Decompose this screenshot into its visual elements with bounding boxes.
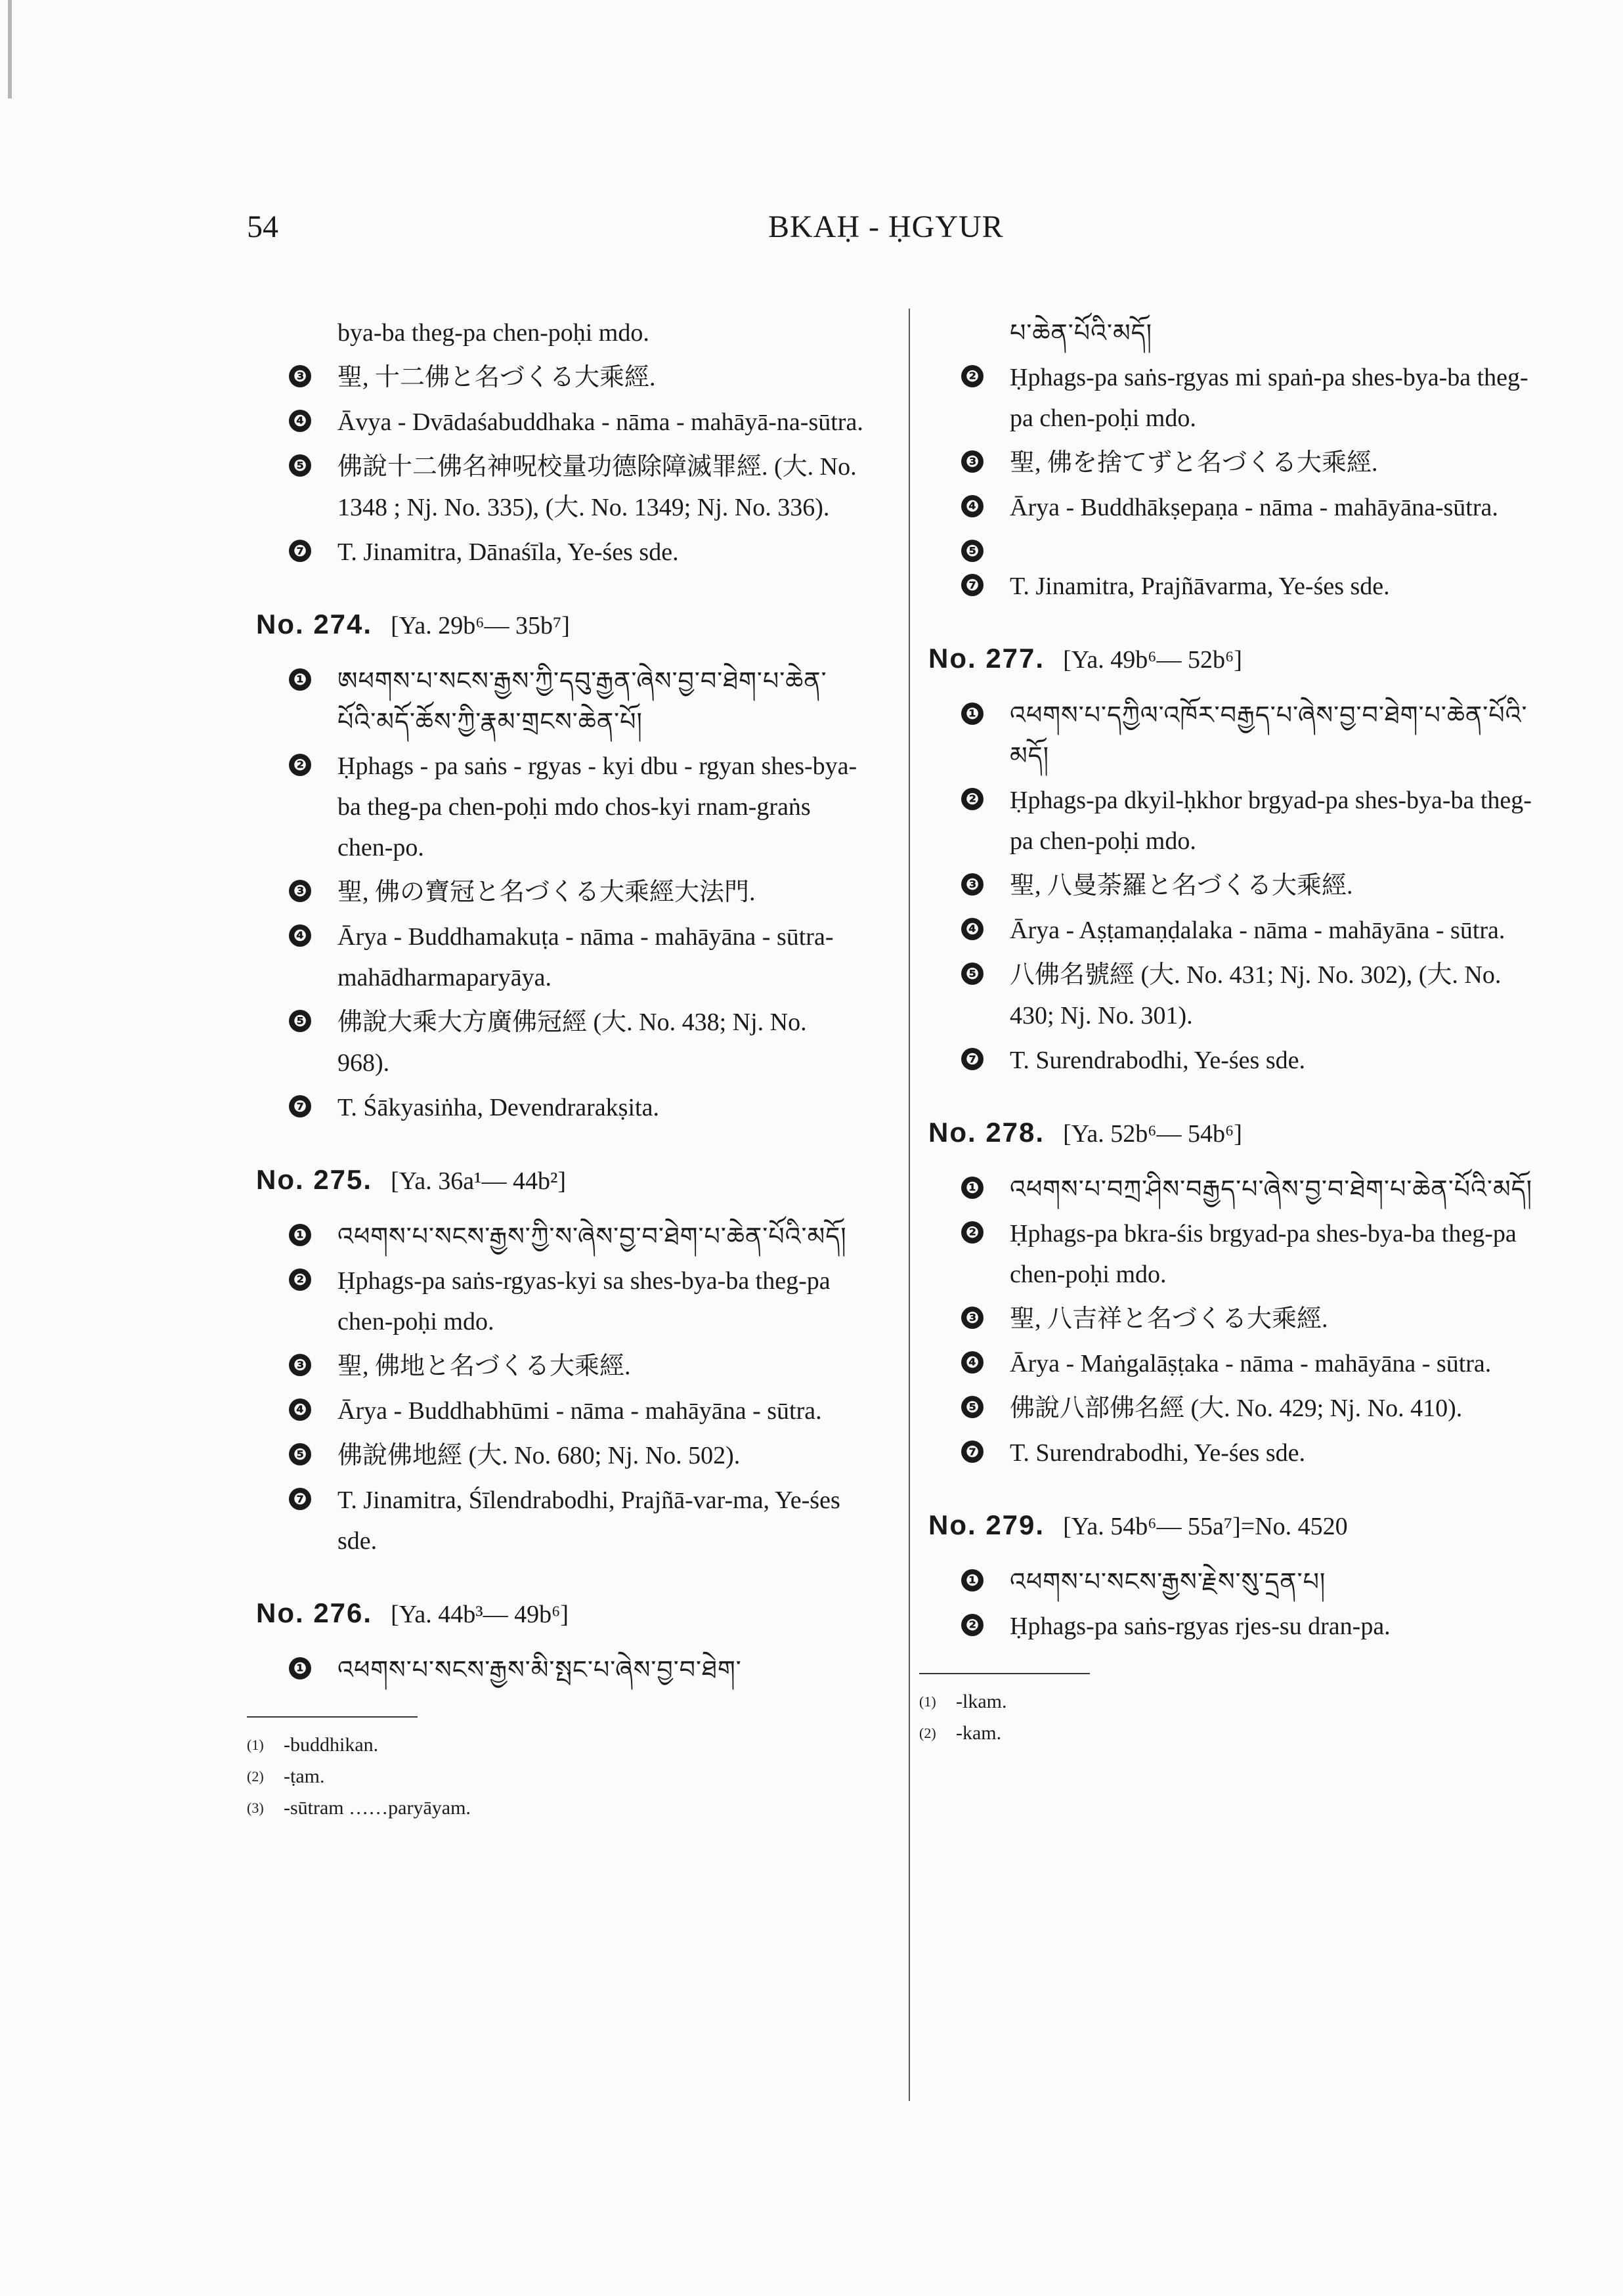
entry-text: 聖, 十二佛と名づくる大乘經. [337, 364, 656, 391]
entry-text: bya-ba theg-pa chen-poḥi mdo. [337, 319, 649, 347]
field-number-icon: ❸ [289, 1354, 311, 1376]
field-number-icon: ❺ [289, 1010, 311, 1032]
entry-line [247, 1087, 864, 1128]
entry-line [919, 313, 1536, 353]
entry-heading [928, 1505, 1536, 1547]
field-number-icon: ❹ [289, 924, 311, 947]
entry-text: Ḥphags-pa dkyil-ḥkhor brgyad-pa shes-bya-ba theg-pa chen-poḥi mdo. [1010, 787, 1532, 855]
field-number-icon: ❷ [961, 365, 984, 387]
field-number-icon: ❹ [961, 918, 984, 940]
entry-text: 聖, 八吉祥と名づくる大乘經. [1010, 1305, 1328, 1333]
entry-line [919, 955, 1536, 1036]
field-number-icon: ❺ [289, 454, 311, 477]
field-number-icon: ❺ [289, 1443, 311, 1465]
entry-line [247, 1216, 864, 1257]
field-number-icon: ❶ [961, 703, 984, 725]
footnote-rule [247, 1716, 418, 1718]
folio-reference: [Ya. 36a¹— 44b²] [391, 1167, 567, 1195]
footnote [919, 1718, 1536, 1749]
entry-text: T. Jinamitra, Dānaśīla, Ye-śes sde. [337, 538, 679, 566]
footnote-number: (2) [247, 1768, 264, 1785]
entry-number: No. 276. [256, 1597, 373, 1628]
footnote [247, 1792, 864, 1824]
entry-line [919, 1213, 1536, 1295]
field-number-icon: ❼ [961, 1440, 984, 1463]
footnote-text: -sūtram ……paryāyam. [284, 1797, 471, 1819]
entry-text: T. Surendrabodhi, Ye-śes sde. [1010, 1047, 1305, 1074]
page-number: 54 [247, 209, 278, 244]
entry-line [247, 872, 864, 913]
footnote-text: -kam. [956, 1722, 1002, 1744]
footnote [247, 1761, 864, 1792]
entry-heading [928, 1112, 1536, 1154]
entry-text: ཨཕགས་པ་སངས་རྒྱས་ཀྱི་དབུ་རྒྱན་ཞེས་བྱ་བ་ཐེག་པ་ཆེན་པོའི་མདོ་ཆོས་ཀྱི་རྣམ་གྲངས་ཆེན་པོ། [337, 666, 827, 736]
footnote-text: -ṭam. [284, 1765, 325, 1787]
field-number-icon: ❷ [961, 1221, 984, 1244]
entry-text: 聖, 佛を捨てずと名づくる大乘經. [1010, 449, 1378, 477]
entry-text: T. Jinamitra, Śīlendrabodhi, Prajñā-var-ma, Ye-śes sde. [337, 1486, 840, 1555]
entry-text: 八佛名號經 (大. No. 431; Nj. No. 302), (大. No. 430; Nj. No. 301). [1010, 961, 1502, 1029]
field-number-icon: ❺ [961, 540, 984, 562]
entry-text: འཕགས་པ་བཀྲ་ཤིས་བརྒྱད་པ་ཞེས་བྱ་བ་ཐེག་པ་ཆེན་པོའི་མདོ། [1010, 1175, 1533, 1203]
entry-text: Ārya - Buddhabhūmi - nāma - mahāyāna - sūtra. [337, 1397, 822, 1425]
field-number-icon [961, 320, 984, 343]
right-column [919, 309, 1536, 1749]
field-number-icon: ❸ [961, 873, 984, 896]
field-number-icon: ❺ [961, 1396, 984, 1418]
entry-text: པ་ཆེན་པོའི་མདོ། [1010, 318, 1153, 347]
entry-line [247, 1649, 864, 1690]
folio-reference: [Ya. 29b⁶— 35b⁷] [391, 612, 570, 639]
entry-line [247, 1002, 864, 1083]
entry-line [247, 1261, 864, 1342]
entry-line [919, 566, 1536, 607]
entry-text: Ārya - Aṣṭamaṇḍalaka - nāma - mahāyāna - sūtra. [1010, 917, 1505, 944]
footnote-rule [919, 1673, 1090, 1674]
field-number-icon: ❸ [961, 1307, 984, 1329]
entry-line [247, 446, 864, 528]
field-number-icon: ❼ [961, 1048, 984, 1070]
entry-text: 佛說佛地經 (大. No. 680; Nj. No. 502). [337, 1442, 741, 1469]
cross-reference: =No. 4520 [1240, 1513, 1348, 1540]
entry-line [919, 865, 1536, 906]
entry-text: འཕགས་པ་སངས་རྒྱས་ཀྱི་ས་ཞེས་བྱ་བ་ཐེག་པ་ཆེན་པོའི་མདོ། [337, 1222, 847, 1251]
entry-line [919, 532, 1536, 562]
field-number-icon: ❹ [961, 1351, 984, 1374]
footnote-number: (1) [919, 1693, 936, 1710]
entry-line [919, 1388, 1536, 1429]
entry-number: No. 279. [928, 1509, 1045, 1540]
entry-line [919, 1561, 1536, 1602]
entry-text: T. Śākyasiṅha, Devendrarakṣita. [337, 1094, 659, 1121]
entry-line [247, 1435, 864, 1476]
entry-line [247, 917, 864, 998]
folio-reference: [Ya. 49b⁶— 52b⁶] [1063, 646, 1242, 674]
field-number-icon: ❼ [289, 540, 311, 562]
entry-text: 佛說八部佛名經 (大. No. 429; Nj. No. 410). [1010, 1395, 1463, 1422]
field-number-icon [289, 320, 311, 343]
footnote-text: -lkam. [956, 1691, 1007, 1712]
entry-text: Ḥphags-pa bkra-śis brgyad-pa shes-bya-ba theg-pa chen-poḥi mdo. [1010, 1220, 1517, 1288]
entry-text: Ḥphags-pa saṅs-rgyas rjes-su dran-pa. [1010, 1613, 1391, 1640]
field-number-icon: ❸ [961, 450, 984, 473]
entry-heading [928, 638, 1536, 680]
entry-text: T. Jinamitra, Prajñāvarma, Ye-śes sde. [1010, 573, 1390, 600]
entry-text: Ḥphags-pa saṅs-rgyas mi spaṅ-pa shes-bya-ba theg-pa chen-poḥi mdo. [1010, 364, 1528, 432]
entry-text: Ārya - Maṅgalāṣṭaka - nāma - mahāyāna - sūtra. [1010, 1350, 1492, 1377]
entry-line [919, 1299, 1536, 1339]
entry-text: 聖, 佛地と名づくる大乘經. [337, 1353, 631, 1380]
entry-text: 聖, 佛の寶冠と名づくる大乘經大法門. [337, 878, 756, 906]
column-divider [909, 309, 910, 2101]
entry-line [247, 1346, 864, 1387]
entry-number: No. 277. [928, 643, 1045, 674]
field-number-icon: ❸ [289, 365, 311, 387]
folio-reference: [Ya. 44b³— 49b⁶] [391, 1601, 569, 1628]
entry-heading [256, 1593, 864, 1635]
folio-reference: [Ya. 52b⁶— 54b⁶] [1063, 1120, 1242, 1148]
entry-line [919, 695, 1536, 776]
entry-text: འཕགས་པ་སངས་རྒྱས་རྗེས་སུ་དྲན་པ། [1010, 1567, 1326, 1596]
field-number-icon: ❼ [289, 1095, 311, 1117]
entry-line [247, 357, 864, 398]
field-number-icon: ❼ [961, 574, 984, 596]
entry-line [919, 780, 1536, 861]
entry-line [919, 1433, 1536, 1473]
field-number-icon: ❼ [289, 1488, 311, 1510]
entry-text: Ḥphags - pa saṅs - rgyas - kyi dbu - rgyan shes-bya-ba theg-pa chen-poḥi mdo chos-kyi rnam-graṅs chen-po. [337, 752, 857, 861]
entry-heading [256, 604, 864, 646]
entry-line [247, 661, 864, 742]
field-number-icon: ❷ [289, 754, 311, 776]
entry-text: Ārya - Buddhākṣepaṇa - nāma - mahāyāna-sūtra. [1010, 494, 1498, 521]
entry-line [919, 1040, 1536, 1081]
field-number-icon: ❶ [289, 1657, 311, 1679]
field-number-icon: ❷ [289, 1268, 311, 1291]
field-number-icon: ❷ [961, 1614, 984, 1636]
scan-edge-mark [8, 0, 12, 98]
entry-text: འཕགས་པ་སངས་རྒྱས་མི་སྤང་པ་ཞེས་བྱ་བ་ཐེག་ [337, 1655, 742, 1684]
field-number-icon: ❷ [961, 788, 984, 810]
entry-number: No. 278. [928, 1117, 1045, 1148]
entry-text: Āvya - Dvādaśabuddhaka - nāma - mahāyā-na-sūtra. [337, 408, 863, 436]
field-number-icon: ❺ [961, 963, 984, 985]
entry-text: T. Surendrabodhi, Ye-śes sde. [1010, 1439, 1305, 1467]
left-column [247, 309, 864, 1824]
field-number-icon: ❶ [289, 1224, 311, 1246]
entry-line [919, 357, 1536, 439]
entry-number: No. 275. [256, 1164, 373, 1195]
entry-line [247, 1391, 864, 1431]
entry-line [919, 1606, 1536, 1647]
footnote-number: (2) [919, 1725, 936, 1741]
entry-line [247, 1480, 864, 1561]
folio-reference: [Ya. 54b⁶— 55a⁷] [1063, 1513, 1241, 1540]
running-head: BKAḤ - ḤGYUR [768, 209, 1004, 244]
footnote [247, 1729, 864, 1761]
entry-text: འཕགས་པ་དཀྱིལ་འཁོར་བརྒྱད་པ་ཞེས་བྱ་བ་ཐེག་པ་ཆེན་པོའི་མདོ། [1010, 701, 1528, 770]
entry-text: Ḥphags-pa saṅs-rgyas-kyi sa shes-bya-ba theg-pa chen-poḥi mdo. [337, 1267, 831, 1335]
footnote-number: (1) [247, 1737, 264, 1753]
field-number-icon: ❶ [961, 1177, 984, 1199]
entry-line [247, 746, 864, 868]
entry-text: 聖, 八曼荼羅と名づくる大乘經. [1010, 872, 1353, 899]
field-number-icon: ❹ [961, 495, 984, 517]
entry-line [919, 443, 1536, 483]
footnote [919, 1686, 1536, 1718]
entry-line [247, 402, 864, 443]
entry-line [247, 532, 864, 573]
entry-line [919, 1169, 1536, 1209]
field-number-icon: ❹ [289, 1398, 311, 1421]
entry-text: 佛說十二佛名神呪校量功德除障滅罪經. (大. No. 1348 ; Nj. No. 335), (大. No. 1349; Nj. No. 336). [337, 453, 857, 521]
entry-heading [256, 1159, 864, 1202]
entry-line [247, 313, 864, 353]
entry-line [919, 1343, 1536, 1384]
entry-line [919, 487, 1536, 528]
entry-number: No. 274. [256, 609, 373, 639]
entry-text: Ārya - Buddhamakuṭa - nāma - mahāyāna - sūtra-mahādharmaparyāya. [337, 923, 834, 991]
field-number-icon: ❸ [289, 880, 311, 902]
footnote-text: -buddhikan. [284, 1734, 379, 1756]
field-number-icon: ❶ [961, 1569, 984, 1592]
entry-line [919, 910, 1536, 951]
field-number-icon: ❶ [289, 668, 311, 691]
footnote-number: (3) [247, 1800, 264, 1816]
entry-text: 佛說大乘大方廣佛冠經 (大. No. 438; Nj. No. 968). [337, 1008, 807, 1077]
field-number-icon: ❹ [289, 410, 311, 432]
